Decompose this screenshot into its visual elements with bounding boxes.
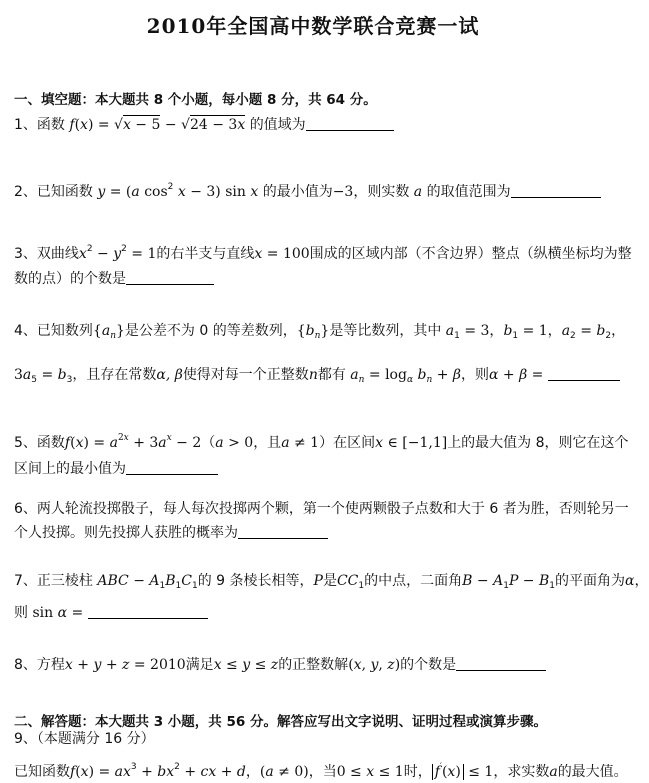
question-5-line2 (14, 458, 618, 480)
q9-text4: ，求实数 (493, 764, 550, 780)
section1-heading: 一、填空题：本大题共 8 个小题，每小题 8 分，共 64 分。 (14, 92, 377, 108)
q3-text3: 围成的区域内部（不含边界）整点（纵横坐标均为整 (309, 246, 632, 262)
q4-text7: ，则 (460, 367, 489, 383)
q8-text4: 的个数是 (400, 657, 457, 673)
q9-text5: 的最大值。 (557, 764, 628, 780)
q5-text6: 区间上的最小值为 (14, 461, 126, 477)
q9-text3: 时， (403, 764, 432, 780)
q2-number: 2、 (14, 184, 37, 200)
question-3-line1: 3、双曲线$x^2 - y^2 = 1$的右半支与直线x = 100围成的区域内部（不含边界）整点（纵横坐标均为整 (14, 244, 632, 262)
question-4-line2: $3a_5 = b_3$，且存在常数α, β使得对每一个正整数n都有 $a_n = \log_\alpha b_n + \beta$，则α + β = (14, 364, 618, 391)
q7-text4: 的中点，二面角 (364, 573, 463, 589)
question-9-head: 9、（本题满分 16 分） (14, 731, 155, 747)
q7-text5: 的平面角为 (555, 573, 626, 589)
question-5-line1: 5、函数$f(x) = a^{2x} + 3a^x - 2(a > 0$，且a ≠ 1）在区间x ∈ [−1,1]上的最大值为 8，则它在这个 (14, 433, 629, 451)
question-8: 8、方程x + y + z = 2010满足x ≤ y ≤ z的正整数解(x, y, z)的个数是 (14, 654, 618, 676)
q4-text5: 使得对每一个正整数 (182, 367, 309, 383)
q6-text2: 个人投掷。则先投掷人获胜的概率为 (14, 525, 238, 541)
q4-text2: 是公差不为 0 的等差数列， (124, 323, 297, 339)
q3-text: 3、双曲线 (14, 246, 79, 262)
q1-number: 1、 (14, 117, 37, 133)
q3-text2: 的右半支与直线 (156, 246, 255, 262)
q8-text: 8、方程 (14, 657, 65, 673)
q1-answer-blank[interactable] (306, 116, 394, 131)
question-4-line1: 4、已知数列$\{a_n\}$是公差不为 0 的等差数列，$\{b_n\}$是等比数列，其中 $a_1 = 3$，$b_1 = 1$，$a_2 = b_2$， (14, 323, 626, 341)
q5-answer-blank[interactable] (126, 460, 218, 475)
q7-text2: 的 9 条棱长相等， (197, 573, 314, 589)
q2-text3: ，则实数 (353, 184, 410, 200)
q2-text4: 的取值范围为 (426, 184, 511, 200)
q1-text: 函数 (36, 117, 65, 133)
q6-text: 6、两人轮流投掷骰子，每人每次投掷两个颗，第一个使两颗骰子点数和大于 6 者为胜，否则轮另一 (14, 501, 629, 517)
q9-text: 已知函数 (14, 764, 70, 780)
question-2: 2、已知函数 y = (a $\cos^2 x - 3$) sin x 的最小值为−3，则实数 a 的取值范围为 (14, 176, 618, 203)
q7-answer-blank[interactable] (88, 604, 208, 619)
q4-text6: 都有 (317, 367, 346, 383)
question-1: 1、函数 f(x) = √x − 5 − √24 − 3x 的值域为 (14, 114, 618, 136)
q9-text2: ，当 (308, 764, 337, 780)
q3-text4: 数的点）的个数是 (14, 271, 126, 287)
q4-text4: ，且存在常数 (72, 367, 157, 383)
q8-text2: 满足 (185, 657, 214, 673)
q4-text3: 是等比数列，其中 (329, 323, 442, 339)
section2-heading: 二、解答题：本大题共 3 小题，共 56 分。解答应写出文字说明、证明过程或演算步骤。 (14, 714, 547, 730)
q8-answer-blank[interactable] (456, 656, 546, 671)
q2-text2: 的最小值为 (262, 184, 333, 200)
q1-suffix: 的值域为 (249, 117, 306, 133)
question-6-line1 (14, 498, 629, 520)
q2-value: −3 (332, 184, 354, 200)
question-7-line2: 则 sin α = (14, 602, 618, 624)
q3-answer-blank[interactable] (126, 270, 214, 285)
q5-text4: ）在区间 (319, 435, 376, 451)
question-7-line1: 7、正三棱柱 ABC − $A_1B_1C_1$的 9 条棱长相等，P是$CC_1$的中点，二面角$B - A_1P - B_1$的平面角为α， (14, 573, 649, 591)
q4-answer-blank[interactable] (548, 366, 620, 381)
question-9: 已知函数$f(x) = ax^3 + bx^2$ + cx + d，(a ≠ 0)，当0 ≤ x ≤ 1时， f′(x) ≤ 1，求实数a的最大值。 (14, 762, 628, 780)
q2-answer-blank[interactable] (511, 183, 601, 198)
q5-text2: （ (201, 435, 216, 451)
question-3-line2 (14, 268, 618, 290)
question-6-line2 (14, 522, 618, 544)
q7-text: 7、正三棱柱 (14, 573, 93, 589)
document-title: 2010年全国高中数学联合竞赛一试 (146, 14, 480, 38)
q6-answer-blank[interactable] (238, 524, 328, 539)
q2-text: 已知函数 (36, 184, 93, 200)
q5-text3: ，且 (253, 435, 282, 451)
q7-text6: 则 (14, 605, 28, 621)
q4-text: 4、已知数列 (14, 323, 93, 339)
q7-text3: 是 (322, 573, 337, 589)
q5-text: 5、函数 (14, 435, 65, 451)
q5-text5: 上的最大值为 8，则它在这个 (447, 435, 629, 451)
q8-text3: 的正整数解 (278, 657, 349, 673)
